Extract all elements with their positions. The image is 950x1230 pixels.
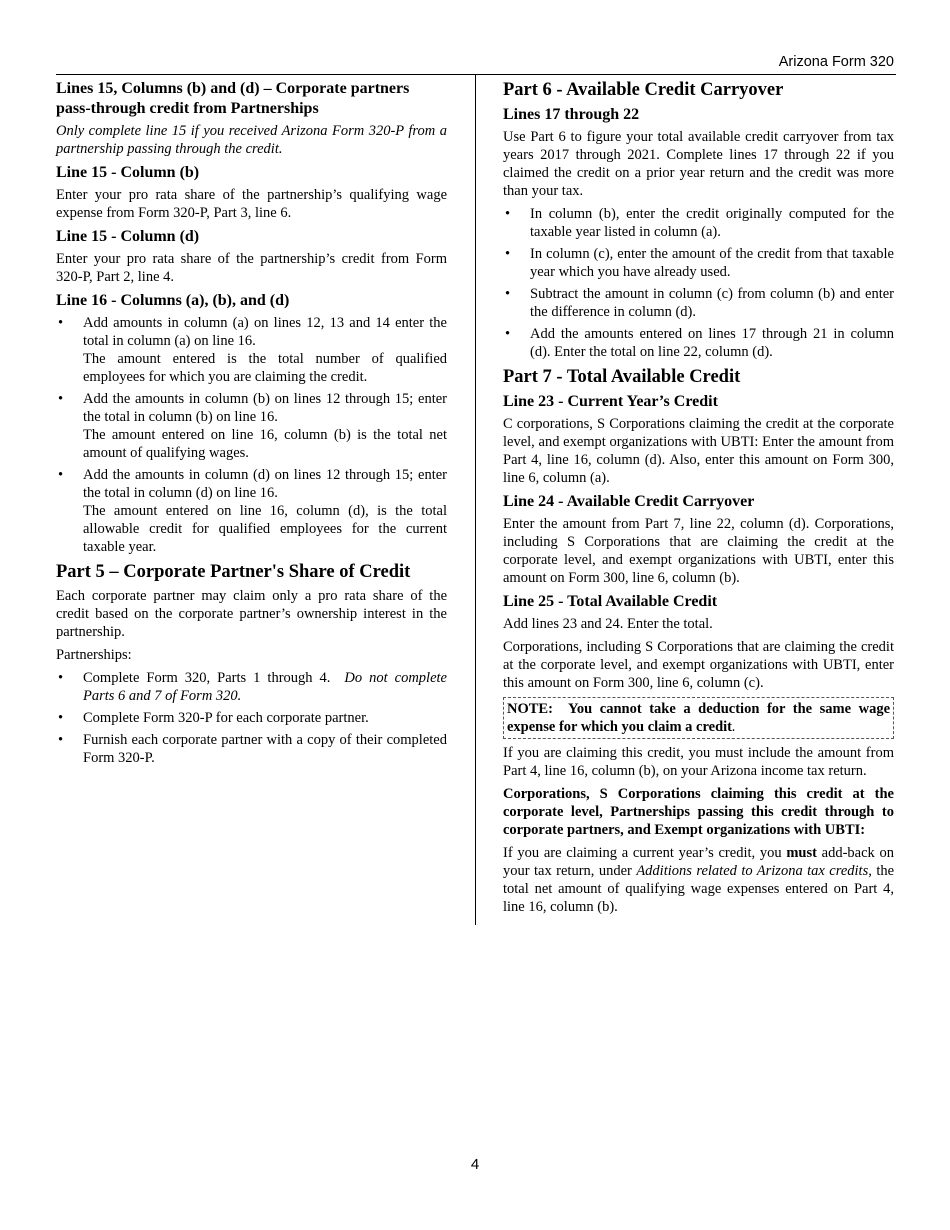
bullet-icon: • [505, 206, 511, 222]
page-number: 4 [470, 1156, 480, 1173]
line16-list [56, 314, 447, 556]
bullet-icon: • [58, 732, 64, 748]
lines15-note: Only complete line 15 if you received Arizona Form 320-P from a partnership passing through the credit. [56, 123, 447, 157]
part6-list [503, 205, 894, 361]
final-paragraph: If you are claiming a current year’s credit, you must add-back on your tax return, under Additions related to Arizona tax credits, the total net amount of qualifying wage expenses entered on Part 4, line 16, column (b). [503, 845, 895, 915]
list-item: • Subtract the amount in column (c) from column (b) and enter the difference in column (d). [505, 286, 894, 320]
line15d-heading: Line 15 - Column (d) [56, 228, 200, 245]
line15b-heading: Line 15 - Column (b) [56, 164, 200, 181]
list-item: • Add the amounts entered on lines 17 through 21 in column (d). Enter the total on line 22, column (d). [505, 326, 894, 360]
list-item: • In column (c), enter the amount of the credit from that taxable year which you have already used. [505, 246, 894, 280]
header-rule [56, 74, 896, 75]
column-divider [475, 75, 476, 925]
line16-heading: Line 16 - Columns (a), (b), and (d) [56, 292, 290, 309]
line25-text1: Add lines 23 and 24. Enter the total. [503, 616, 713, 632]
bullet-icon: • [58, 710, 64, 726]
line23-heading: Line 23 - Current Year’s Credit [503, 393, 718, 410]
left-column [56, 79, 447, 772]
right-column [503, 79, 894, 921]
line15b-text: Enter your pro rata share of the partnership’s qualifying wage expense from Form 320-P, Part 3, line 6. [56, 187, 447, 221]
part5-list [56, 669, 447, 767]
list-item: • Add the amounts in column (b) on lines 12 through 15; enter the total in column (b) on line 16. The amount entered on line 16, column (b) is the total net amount of qualifying wages. [58, 391, 447, 461]
list-item: • Add amounts in column (a) on lines 12, 13 and 14 enter the total in column (a) on line 16. The amount entered is the total number of qualified employees for which you are claiming the credit. [58, 315, 447, 385]
part6-text: Use Part 6 to figure your total available credit carryover from tax years 2017 through 2021. Complete lines 17 through 22 if you claimed the credit on a prior year return and the credit was more than your tax. [503, 129, 894, 199]
lines17-22-heading: Lines 17 through 22 [503, 106, 640, 123]
list-item: • Furnish each corporate partner with a copy of their completed Form 320-P. [58, 732, 447, 766]
list-item: • Complete Form 320-P for each corporate partner. [58, 710, 369, 726]
part5-text: Each corporate partner may claim only a pro rata share of the credit based on the corporate partner’s ownership interest in the partnership. [56, 588, 447, 640]
part7-heading: Part 7 - Total Available Credit [503, 367, 741, 387]
bullet-icon: • [505, 326, 511, 342]
corporations-bold-text: Corporations, S Corporations claiming this credit at the corporate level, Partnerships passing this credit through to corporate partners, and Exempt organizations with UBTI: [503, 786, 894, 838]
bullet-icon: • [505, 286, 511, 302]
bullet-icon: • [58, 467, 64, 483]
list-item: • In column (b), enter the credit originally computed for the taxable year listed in column (a). [505, 206, 894, 240]
line25-text2: Corporations, including S Corporations that are claiming the credit at the corporate level, and exempt organizations with UBTI, enter this amount on Form 300, line 6, column (c). [503, 639, 894, 691]
line24-heading: Line 24 - Available Credit Carryover [503, 493, 755, 510]
partnerships-label: Partnerships: [56, 647, 132, 663]
line25-heading: Line 25 - Total Available Credit [503, 593, 718, 610]
bullet-icon: • [58, 391, 64, 407]
lines15-heading: Lines 15, Columns (b) and (d) – Corporate partners pass-through credit from Partnerships [56, 80, 410, 117]
part5-heading: Part 5 – Corporate Partner's Share of Credit [56, 562, 411, 582]
bullet-icon: • [58, 670, 64, 686]
list-item: • Add the amounts in column (d) on lines 12 through 15; enter the total in column (d) on line 16. The amount entered on line 16, column (d), is the total allowable credit for qualified employees for the current taxable year. [58, 467, 447, 555]
addback-text: If you are claiming this credit, you must include the amount from Part 4, line 16, column (b), on your Arizona income tax return. [503, 745, 894, 779]
note-box: NOTE: You cannot take a deduction for the same wage expense for which you claim a credit. [503, 697, 894, 739]
bullet-icon: • [505, 246, 511, 262]
list-item: • Complete Form 320, Parts 1 through 4. Do not complete Parts 6 and 7 of Form 320. [58, 670, 447, 704]
line15d-text: Enter your pro rata share of the partnership’s credit from Form 320-P, Part 2, line 4. [56, 251, 447, 285]
part6-heading: Part 6 - Available Credit Carryover [503, 80, 784, 100]
line23-text: C corporations, S Corporations claiming the credit at the corporate level, and exempt organizations with UBTI: Enter the amount from Part 4, line 16, column (d). Also, enter this amount on Form 300, line 6, column (a). [503, 416, 894, 486]
line24-text: Enter the amount from Part 7, line 22, column (d). Corporations, including S Corporations that are claiming the credit at the corporate level, and exempt organizations with UBTI, enter this amount on Form 300, line 6, column (b). [503, 516, 894, 586]
form-title: Arizona Form 320 [778, 54, 894, 70]
bullet-icon: • [58, 315, 64, 331]
